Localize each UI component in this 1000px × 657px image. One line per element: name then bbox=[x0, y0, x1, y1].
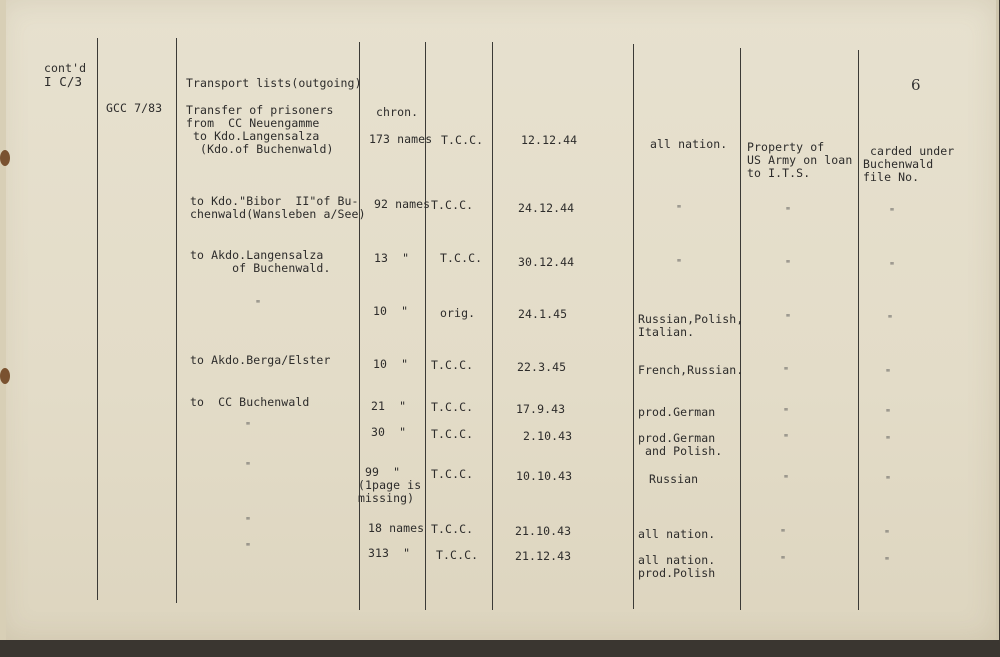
row-nation: all nation. bbox=[650, 137, 728, 151]
page-number: 6 bbox=[911, 76, 921, 94]
row-date: 2.10.43 bbox=[516, 429, 573, 443]
ditto-mark: " bbox=[676, 204, 683, 215]
column-rule bbox=[492, 42, 493, 610]
carded-note: carded under Buchenwald file No. bbox=[863, 144, 955, 184]
ditto-mark: " bbox=[780, 555, 787, 566]
ditto-mark: " bbox=[783, 474, 790, 485]
page-binding bbox=[0, 0, 6, 640]
file-code: GCC 7/83 bbox=[106, 101, 163, 115]
row-count: 18 names bbox=[368, 521, 425, 535]
column-rule bbox=[359, 42, 360, 610]
ditto-mark: " bbox=[884, 556, 891, 567]
row-count: 99 " (1page is missing) bbox=[358, 465, 422, 505]
ditto-mark: " bbox=[885, 435, 892, 446]
ditto-mark: " bbox=[245, 461, 252, 472]
row-date: 30.12.44 bbox=[518, 255, 575, 269]
row-date: 24.12.44 bbox=[518, 201, 575, 215]
row-description: to Akdo.Berga/Elster bbox=[190, 353, 331, 367]
row-type: T.C.C. bbox=[431, 400, 474, 414]
row-description: Transfer of prisoners from CC Neuengamme to Kdo.Langensalza (Kdo.of Buchenwald) bbox=[186, 103, 334, 156]
row-nation: prod.German bbox=[638, 405, 716, 419]
binding-hole bbox=[0, 150, 10, 166]
row-type: T.C.C. bbox=[441, 133, 484, 147]
row-description: to CC Buchenwald bbox=[190, 395, 310, 409]
reference-code: I C/3 bbox=[44, 74, 83, 89]
row-count: 92 names bbox=[374, 197, 431, 211]
ditto-mark: " bbox=[783, 433, 790, 444]
row-date: 17.9.43 bbox=[516, 402, 566, 416]
row-type: T.C.C. bbox=[440, 251, 483, 265]
column-rule bbox=[425, 42, 426, 610]
row-type: T.C.C. bbox=[431, 427, 474, 441]
ditto-mark: " bbox=[887, 314, 894, 325]
ditto-mark: " bbox=[785, 259, 792, 270]
row-date: 21.10.43 bbox=[515, 524, 572, 538]
ditto-mark: " bbox=[889, 207, 896, 218]
ditto-mark: " bbox=[783, 366, 790, 377]
row-type: T.C.C. bbox=[431, 522, 474, 536]
ditto-mark: " bbox=[785, 206, 792, 217]
row-count: 21 " bbox=[371, 399, 407, 413]
binding-hole bbox=[0, 368, 10, 384]
row-description: to Kdo."Bibor II"of Bu- chenwald(Wansleben a/See) bbox=[190, 194, 366, 221]
ditto-mark: " bbox=[245, 421, 252, 432]
row-date: 10.10.43 bbox=[516, 469, 573, 483]
property-note: Property of US Army on loan to I.T.S. bbox=[747, 140, 853, 180]
ditto-mark: " bbox=[884, 529, 891, 540]
row-date: 24.1.45 bbox=[518, 307, 568, 321]
ditto-mark: " bbox=[780, 528, 787, 539]
contd-label: cont'd bbox=[44, 61, 87, 75]
row-nation: Russian,Polish, Italian. bbox=[638, 312, 744, 339]
column-rule bbox=[633, 44, 634, 609]
column-rule bbox=[97, 38, 98, 600]
column-rule bbox=[858, 50, 859, 610]
column-rule bbox=[176, 38, 177, 603]
row-nation: prod.German and Polish. bbox=[638, 431, 723, 458]
row-type: T.C.C. bbox=[431, 358, 474, 372]
ditto-mark: " bbox=[889, 261, 896, 272]
row-nation: French,Russian. bbox=[638, 363, 744, 377]
ditto-mark: " bbox=[245, 542, 252, 553]
ditto-mark: " bbox=[783, 407, 790, 418]
row-type: T.C.C. bbox=[431, 198, 474, 212]
ditto-mark: " bbox=[885, 475, 892, 486]
row-date: 22.3.45 bbox=[517, 360, 567, 374]
row-type: T.C.C. bbox=[431, 467, 474, 481]
row-count: 10 " bbox=[373, 357, 409, 371]
ditto-mark: " bbox=[245, 516, 252, 527]
row-count: 173 names bbox=[369, 132, 433, 146]
ditto-mark: " bbox=[785, 313, 792, 324]
row-count: 10 " bbox=[373, 304, 409, 318]
ditto-mark: " bbox=[885, 368, 892, 379]
row-nation: all nation. bbox=[638, 527, 716, 541]
ditto-mark: " bbox=[255, 299, 262, 310]
row-count: 313 " bbox=[368, 546, 411, 560]
row-type: T.C.C. bbox=[436, 548, 479, 562]
row-description: to Akdo.Langensalza of Buchenwald. bbox=[190, 248, 331, 275]
row-date: 21.12.43 bbox=[515, 549, 572, 563]
ditto-mark: " bbox=[676, 258, 683, 269]
chron-label: chron. bbox=[376, 105, 419, 119]
ditto-mark: " bbox=[885, 408, 892, 419]
row-type: orig. bbox=[440, 306, 476, 320]
row-count: 13 " bbox=[374, 251, 410, 265]
row-count: 30 " bbox=[371, 425, 407, 439]
row-date: 12.12.44 bbox=[521, 133, 578, 147]
row-nation: Russian bbox=[642, 472, 699, 486]
row-nation: all nation. prod.Polish bbox=[638, 553, 716, 580]
page-title: Transport lists(outgoing) bbox=[186, 76, 362, 90]
